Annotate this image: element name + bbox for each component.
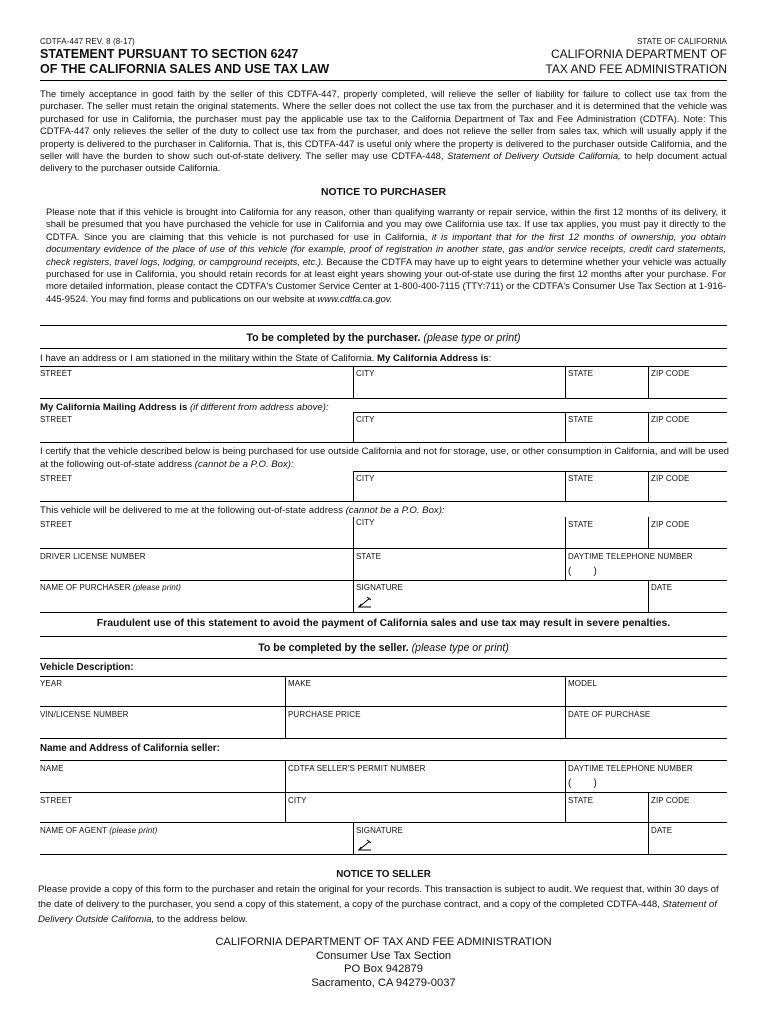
- delivery-state-label: STATE: [568, 520, 594, 529]
- rule: [40, 792, 727, 793]
- seller-street-label: STREET: [40, 796, 73, 805]
- mailing-bold: My California Mailing Address is: [40, 402, 188, 413]
- ca-address-field[interactable]: [40, 370, 727, 398]
- seller-city-label: CITY: [288, 796, 307, 805]
- notice-text-a: Please note that if this vehicle is brought into California for any reason, other than qualifying warranty or repair service, within the first 12 months of its delivery, it shall be presumed that you have purchased the vehicle for use in California and you may owe California use tax. If use tax applies, you must pay it directly to the CDTFA. Since you are claiming that this vehicle is not purchased for use in California,: [46, 206, 726, 242]
- rule: [40, 612, 727, 613]
- seller-name-permit-field[interactable]: [40, 765, 727, 792]
- seller-phone-parens: ( ): [568, 778, 597, 789]
- ca-state-label: STATE: [568, 369, 594, 378]
- mailing-street-label: STREET: [40, 415, 73, 424]
- vin-label: VIN/LICENSE NUMBER: [40, 710, 129, 719]
- delivery-zip-label: ZIP CODE: [651, 520, 690, 529]
- vehicle-description-heading: Vehicle Description:: [40, 662, 134, 673]
- rule: [40, 442, 727, 443]
- mailing-address-block: [40, 936, 727, 990]
- rule: [40, 822, 727, 823]
- agent-signature-label: SIGNATURE: [356, 826, 403, 835]
- delivered-italic: (cannot be a P.O. Box):: [345, 505, 445, 516]
- mailing-address-field[interactable]: [40, 416, 727, 442]
- agency-line2: TAX AND FEE ADMINISTRATION: [545, 62, 727, 76]
- rule: [40, 366, 727, 367]
- rule: [40, 580, 727, 581]
- purchaser-section-heading: [40, 332, 727, 344]
- rule: [40, 760, 727, 761]
- oos-city-label: CITY: [356, 474, 375, 483]
- rule: [40, 854, 727, 855]
- driver-license-field[interactable]: [40, 553, 727, 580]
- model-label: MODEL: [568, 679, 597, 688]
- agent-signature-field[interactable]: [40, 827, 727, 854]
- vin-price-date-field[interactable]: [40, 711, 727, 738]
- rule: [40, 706, 727, 707]
- oos-zip-label: ZIP CODE: [651, 474, 690, 483]
- rule: [40, 738, 727, 739]
- notice-seller-tail: to the address below.: [154, 914, 248, 925]
- date-of-purchase-label: DATE OF PURCHASE: [568, 710, 651, 719]
- address-city-zip: Sacramento, CA 94279-0037: [311, 976, 456, 989]
- address-po-box: PO Box 942879: [344, 963, 423, 976]
- purchaser-signature-label: SIGNATURE: [356, 583, 403, 592]
- delivery-city-label: CITY: [356, 518, 375, 527]
- agent-name-text: NAME OF AGENT: [40, 826, 110, 835]
- purchaser-signature-field[interactable]: [40, 584, 727, 612]
- rule: [40, 348, 727, 349]
- rule: [40, 658, 727, 659]
- mailing-italic: (if different from address above):: [187, 402, 329, 413]
- oos-address-field[interactable]: [40, 476, 727, 501]
- form-title-line2: OF THE CALIFORNIA SALES AND USE TAX LAW: [40, 62, 330, 76]
- rule: [40, 676, 727, 677]
- mailing-city-label: CITY: [356, 415, 375, 424]
- notice-seller-heading: NOTICE TO SELLER: [336, 869, 431, 880]
- state-label: STATE OF CALIFORNIA: [636, 37, 727, 46]
- seller-permit-label: CDTFA SELLER'S PERMIT NUMBER: [288, 764, 426, 773]
- make-label: MAKE: [288, 679, 312, 688]
- form-title-line1: STATEMENT PURSUANT TO SECTION 6247: [40, 47, 299, 61]
- driver-license-label: DRIVER LICENSE NUMBER: [40, 552, 146, 561]
- purchaser-heading-bold: To be completed by the purchaser.: [246, 332, 421, 344]
- mailing-zip-label: ZIP CODE: [651, 415, 690, 424]
- dl-state-label: STATE: [356, 552, 382, 561]
- ca-street-label: STREET: [40, 369, 73, 378]
- year-label: YEAR: [40, 679, 63, 688]
- delivery-street-label: STREET: [40, 520, 73, 529]
- notice-seller-paragraph: [38, 882, 733, 927]
- ca-address-colon: :: [488, 353, 492, 364]
- seller-zip-label: ZIP CODE: [651, 796, 690, 805]
- purchaser-divider: [40, 325, 727, 326]
- vehicle-year-make-model-field[interactable]: [40, 680, 727, 706]
- seller-heading-italic: (please type or print): [408, 642, 509, 654]
- ca-address-statement: [40, 353, 491, 364]
- ca-zip-label: ZIP CODE: [651, 369, 690, 378]
- purchase-price-label: PURCHASE PRICE: [288, 710, 361, 719]
- mailing-state-label: STATE: [568, 415, 594, 424]
- address-section: Consumer Use Tax Section: [315, 949, 452, 962]
- delivered-text: This vehicle will be delivered to me at the following out-of-state address: [40, 505, 346, 516]
- intro-tail: to help document actual delivery to the purchaser outside California.: [40, 150, 727, 174]
- ca-address-text: I have an address or I am stationed in the military within the State of California.: [40, 353, 378, 364]
- seller-name-address-heading: Name and Address of California seller:: [40, 743, 220, 754]
- notice-purchaser-heading: NOTICE TO PURCHASER: [320, 187, 447, 198]
- seller-address-field[interactable]: [40, 797, 727, 822]
- header-divider: [40, 80, 727, 81]
- certify-italic: (cannot be a P.O. Box):: [194, 458, 294, 470]
- address-agency: CALIFORNIA DEPARTMENT OF TAX AND FEE ADMINISTRATION: [215, 936, 552, 948]
- purchaser-phone-label: DAYTIME TELEPHONE NUMBER: [568, 552, 693, 561]
- notice-seller-text: Please provide a copy of this form to the purchaser and retain the original for your records. This transaction is subject to audit. We request that, within 30 days of the date of delivery to the purchaser, you send a copy of this statement, a copy of the purchase contract, and a copy of the completed CDTFA-448,: [38, 884, 719, 910]
- delivery-address-field[interactable]: [40, 521, 727, 548]
- agency-line1: CALIFORNIA DEPARTMENT OF: [550, 47, 727, 61]
- please-print: (please print): [109, 826, 158, 835]
- website-link[interactable]: www.cdtfa.ca.gov.: [317, 292, 393, 304]
- form-number: CDTFA-447 REV. 8 (8-17): [40, 37, 135, 46]
- seller-name-label: NAME: [40, 764, 64, 773]
- rule: [40, 636, 727, 637]
- notice-seller-italic: Statement of Delivery Outside California,: [38, 899, 717, 925]
- rule: [40, 548, 727, 549]
- rule: [40, 501, 727, 502]
- purchaser-heading-italic: (please type or print): [420, 332, 521, 344]
- intro-paragraph: [40, 88, 727, 175]
- certify-statement: [40, 446, 730, 471]
- seller-phone-label: DAYTIME TELEPHONE NUMBER: [568, 764, 693, 773]
- agent-date-label: DATE: [651, 826, 673, 835]
- purchaser-date-label: DATE: [651, 583, 673, 592]
- delivery-statement: [40, 505, 445, 516]
- ca-address-bold: My California Address is: [377, 353, 489, 364]
- ca-city-label: CITY: [356, 369, 375, 378]
- oos-state-label: STATE: [568, 474, 594, 483]
- rule: [40, 398, 727, 399]
- certify-text: I certify that the vehicle described below is being purchased for use outside California and not for storage, use, or other consumption in California, and will be used at the following out-of-state address: [40, 446, 730, 470]
- notice-purchaser-paragraph: [46, 206, 726, 305]
- intro-text: The timely acceptance in good faith by the seller of this CDTFA-447, properly completed, will relieve the seller of liability for failure to collect use tax from the purchaser. The seller must retain the original statements. Where the seller does not collect the use tax from the purchaser and it is determined that the vehicle was purchased for use in California, the purchaser must pay the applicable use tax to the California Department of Tax and Fee Administration (CDTFA). Note: This CDTFA-447 only relieves the seller of the duty to collect use tax from the purchaser, and does not relieve the seller from sales tax, which will usually apply if the property is delivered to the purchaser in California. That is, this CDTFA-447 is useful only where the property is delivered to the purchaser outside California, and the seller will have the burden to show such out-of-state delivery. The seller may use CDTFA-448,: [40, 88, 727, 162]
- notice-text-c: Because the CDTFA may have up to eight years to determine whether your vehicle was actually purchased for use in California, you should retain records for at least eight years showing your out-of-state use during the first 12 months after your purchase. For more detailed information, please contact the CDTFA's Customer Service Center at 1-800-400-7115 (TTY:711) or the CDTFA's Consumer Use Tax Section at 1-916-445-9524. You may find forms and publications on our website at: [46, 255, 727, 304]
- purchaser-name-text: NAME OF PURCHASER: [40, 583, 133, 592]
- rule: [353, 412, 727, 413]
- intro-italic: Statement of Delivery Outside California,: [447, 150, 621, 162]
- seller-section-heading: [40, 642, 727, 654]
- notice-italic-b: it is important that for the first 12 months of ownership, you obtain documentary evidence of the place of use of this vehicle (for example, proof of registration in another state, gas and/or service receipts, credit card statements, check registers, travel logs, lodging, or campground receipts, etc.).: [46, 230, 726, 267]
- rule: [353, 471, 727, 472]
- fraud-warning: Fraudulent use of this statement to avoid the payment of California sales and use tax may result in severe penalties.: [96, 618, 671, 629]
- please-print: (please print): [132, 583, 182, 592]
- seller-heading-bold: To be completed by the seller.: [258, 642, 409, 654]
- purchaser-phone-parens: ( ): [568, 566, 597, 577]
- seller-state-label: STATE: [568, 796, 594, 805]
- oos-street-label: STREET: [40, 474, 73, 483]
- mailing-address-statement: [40, 402, 329, 413]
